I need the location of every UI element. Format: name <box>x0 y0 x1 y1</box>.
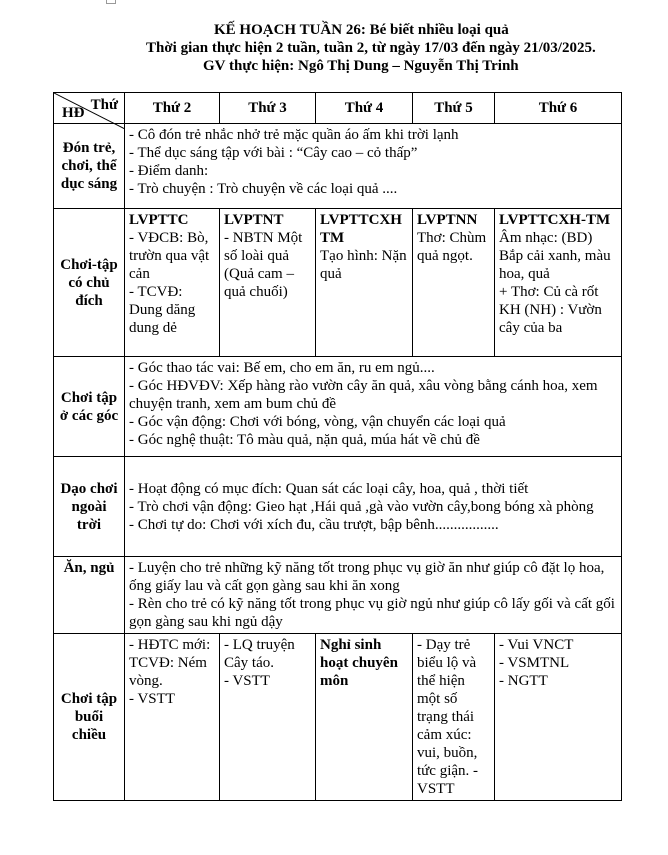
corner-cell <box>54 93 125 124</box>
row-label: Dạo chơi ngoài trời <box>54 457 125 557</box>
activity-cell <box>125 209 220 357</box>
day-header: Thứ 5 <box>413 93 495 124</box>
activity-cell <box>220 209 316 357</box>
afternoon-cell: - Dạy trẻ biểu lộ và thể hiện một số trạng thái cảm xúc: vui, buồn, tức giận. - VSTT <box>413 634 495 801</box>
content-line: - Góc vận động: Chơi với bóng, vòng, vận chuyển các loại quả <box>129 414 506 430</box>
activity-cell <box>495 209 622 357</box>
page-corner-mark <box>106 0 116 4</box>
area-heading: LVPTTCXH TM <box>320 212 402 246</box>
area-heading: LVPTTC <box>129 212 189 228</box>
row-content <box>125 357 622 457</box>
area-heading: LVPTNN <box>417 212 478 228</box>
area-heading: LVPTTCXH-TM <box>499 212 611 228</box>
content-line: - Luyện cho trẻ những kỹ năng tốt trong phục vụ giờ ăn như giúp cô đặt lọ hoa, ống giấy lau và cất gọn gàng sau khi ăn xong <box>129 560 605 594</box>
afternoon-cell: - LQ truyện Cây táo. - VSTT <box>220 634 316 801</box>
row-dao-choi-ngoai-troi <box>54 457 622 557</box>
content-line: - Cô đón trẻ nhắc nhở trẻ mặc quần áo ấm khi trời lạnh <box>129 127 459 143</box>
area-heading: LVPTNT <box>224 212 284 228</box>
row-content <box>125 457 622 557</box>
afternoon-cell: - Vui VNCT - VSMTNL - NGTT <box>495 634 622 801</box>
day-header: Thứ 6 <box>495 93 622 124</box>
day-header: Thứ 2 <box>125 93 220 124</box>
row-label: Chơi tập buổi chiều <box>54 634 125 801</box>
content-line: - Rèn cho trẻ có kỹ năng tốt trong phục vụ giờ ngủ như giúp cô lấy gối và cất gối gọn gàng sau khi ngủ dậy <box>129 596 615 630</box>
corner-thu-label: Thứ <box>90 97 118 113</box>
activity-text: - NBTN Một số loài quả (Quả cam – quả chuối) <box>224 230 303 300</box>
corner-hd-label: HĐ <box>62 105 85 121</box>
row-choi-tap-buoi-chieu <box>54 634 622 801</box>
content-line: - Góc thao tác vai: Bế em, cho em ăn, ru em ngủ.... <box>129 360 435 376</box>
afternoon-cell: Nghỉ sinh hoạt chuyên môn <box>316 634 413 801</box>
day-header: Thứ 3 <box>220 93 316 124</box>
row-content <box>125 124 622 209</box>
plan-title: KẾ HOẠCH TUẦN 26: Bé biết nhiều loại quả <box>214 22 509 38</box>
row-an-ngu <box>54 557 622 634</box>
plan-teachers: GV thực hiện: Ngô Thị Dung – Nguyễn Thị Trinh <box>203 58 519 74</box>
activity-text: Tạo hình: Nặn quả <box>320 248 407 282</box>
row-label: Đón trẻ, chơi, thể dục sáng <box>54 124 125 209</box>
plan-time: Thời gian thực hiện 2 tuần, tuần 2, từ ngày 17/03 đến ngày 21/03/2025. <box>146 40 596 56</box>
row-label: Chơi tập ở các góc <box>54 357 125 457</box>
activity-text: Thơ: Chùm quả ngọt. <box>417 230 487 264</box>
row-label: Chơi-tập có chủ đích <box>54 209 125 357</box>
row-content <box>125 557 622 634</box>
content-line: - Trò chuyện : Trò chuyện về các loại quả .... <box>129 181 398 197</box>
content-line: - Trò chơi vận động: Gieo hạt ,Hái quả ,gà vào vườn cây,bong bóng xà phòng <box>129 498 594 515</box>
activity-text: - VĐCB: Bò, trườn qua vật cản - TCVĐ: Dung dăng dung dẻ <box>129 230 210 336</box>
content-line: - Chơi tự do: Chơi với xích đu, cầu trượt, bập bênh................. <box>129 516 499 533</box>
day-header: Thứ 4 <box>316 93 413 124</box>
content-line: - Góc nghệ thuật: Tô màu quả, nặn quả, múa hát về chủ đề <box>129 432 480 448</box>
weekly-plan-table <box>53 92 622 801</box>
content-line: - Hoạt động có mục đích: Quan sát các loại cây, hoa, quả , thời tiết <box>129 480 529 497</box>
content-line: - Điểm danh: <box>129 163 209 179</box>
activity-text: Âm nhạc: (BD) Bắp cải xanh, màu hoa, quả + Thơ: Củ cà rốt KH (NH) : Vườn cây của ba <box>499 230 611 336</box>
row-don-tre <box>54 124 622 209</box>
activity-cell <box>413 209 495 357</box>
row-choi-tap-o-cac-goc <box>54 357 622 457</box>
content-line: - Góc HĐVĐV: Xếp hàng rào vườn cây ăn quả, xâu vòng bằng cánh hoa, xem chuyện tranh, xem am bum chủ đề <box>129 378 598 412</box>
row-label: Ăn, ngủ <box>54 557 125 634</box>
afternoon-cell: - HĐTC mới: TCVĐ: Ném vòng. - VSTT <box>125 634 220 801</box>
activity-cell <box>316 209 413 357</box>
table-header-row <box>54 93 622 124</box>
content-line: - Thể dục sáng tập với bài : “Cây cao – cỏ thấp” <box>129 145 418 161</box>
row-choi-tap-co-chu-dich <box>54 209 622 357</box>
